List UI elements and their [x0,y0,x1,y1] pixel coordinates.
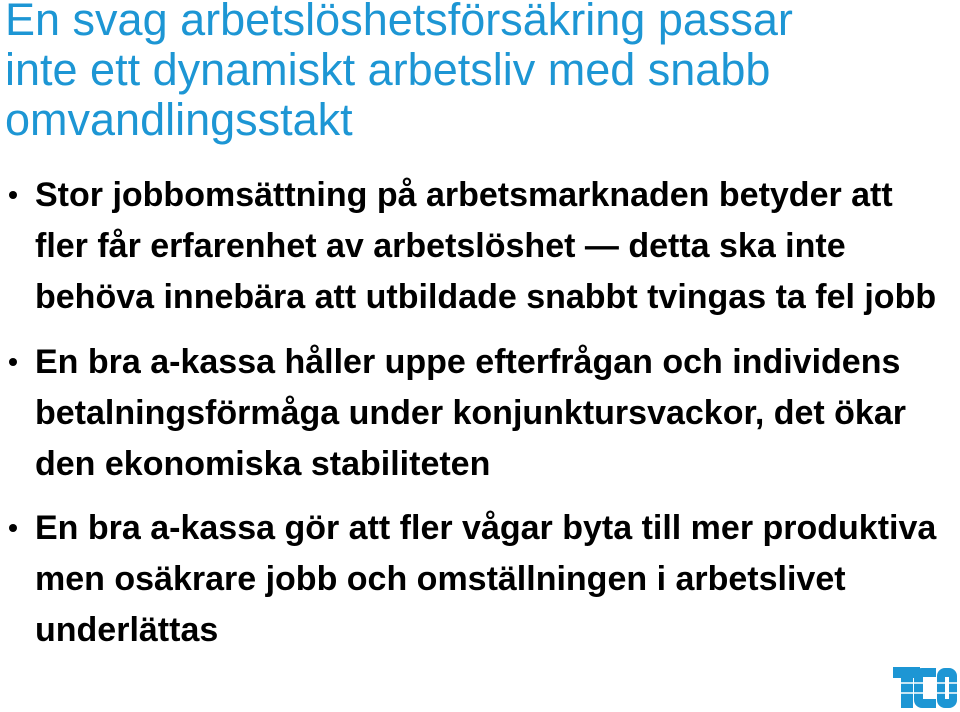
bullet-dot-icon [9,358,17,366]
bullet-text-line: Stor jobbomsättning på arbetsmarknaden betyder att [35,176,893,214]
title-line-1: En svag arbetslöshetsförsäkring passar [5,0,793,45]
logo-letter-o [937,668,957,708]
bullet-item-3 [0,503,936,656]
bullet-text-line: fler får erfarenhet av arbetslöshet — detta ska inte [35,227,846,265]
bullet-text-line: En bra a-kassa håller uppe efterfrågan och individens [35,342,901,381]
bullet-text-line: men osäkrare jobb och omställningen i arbetslivet [35,560,846,598]
logo-letter-c [914,668,936,708]
bullet-dot-icon [9,191,17,199]
bullet-item-1 [0,170,936,323]
bullet-text-line: En bra a-kassa gör att fler vågar byta till mer produktiva [35,509,937,547]
bullet-dot-icon [9,524,17,532]
bullet-item-2 [0,337,936,490]
tco-logo [892,663,958,709]
bullet-text-line: betalningsförmåga under konjunktursvackor, det ökar [35,393,906,432]
bullet-text-line: behöva innebära att utbildade snabbt tvingas ta fel jobb [35,278,937,316]
title-line-3: omvandlingsstakt [5,94,353,145]
bullet-list [0,170,936,670]
slide-title [5,0,793,145]
bullet-text-line: den ekonomiska stabiliteten [35,444,491,483]
title-line-2: inte ett dynamiskt arbetsliv med snabb [5,44,771,95]
bullet-text-line: underlättas [35,611,219,649]
